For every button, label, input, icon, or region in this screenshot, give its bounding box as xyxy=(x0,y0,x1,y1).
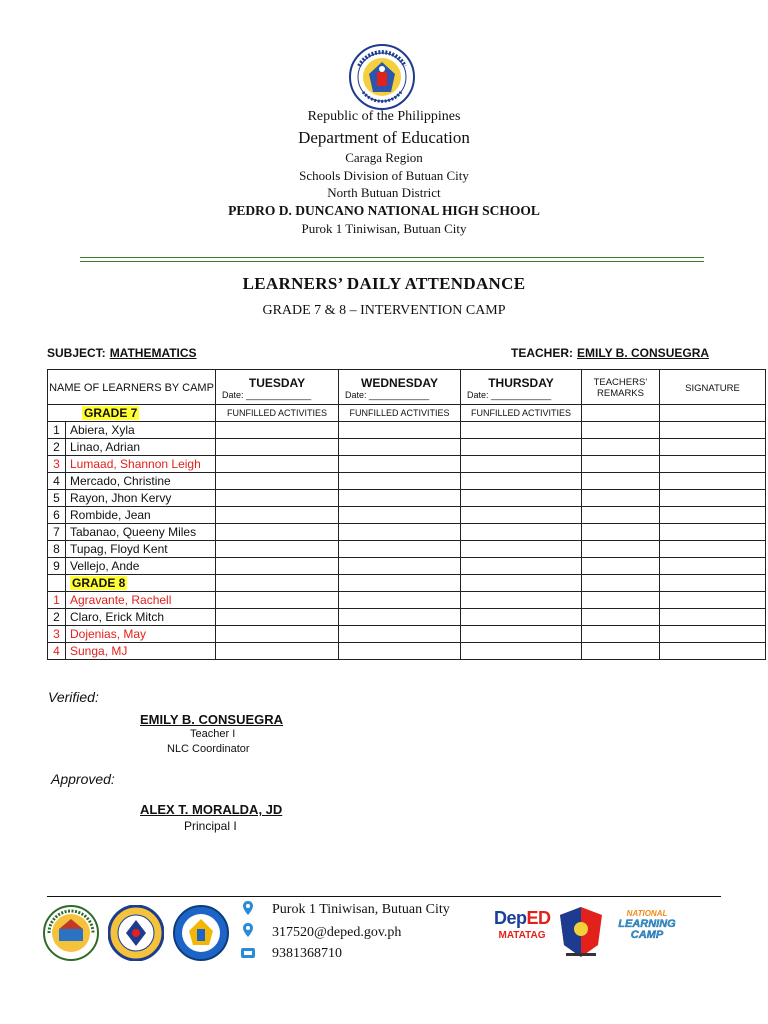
teacher-value: EMILY B. CONSUEGRA xyxy=(577,346,710,360)
attendance-cell xyxy=(339,507,461,524)
header-school: PEDRO D. DUNCANO NATIONAL HIGH SCHOOL xyxy=(228,203,540,218)
activity-cell: FUNFILLED ACTIVITIES xyxy=(461,405,582,422)
grade-8-label: GRADE 8 xyxy=(72,576,126,590)
nlc-text: NATIONAL xyxy=(626,909,668,918)
attendance-cell xyxy=(216,609,339,626)
deped-matatag-logo xyxy=(494,908,550,958)
nlc-text: LEARNING xyxy=(618,918,676,930)
footer-phone: 9381368710 xyxy=(272,946,342,961)
header-region: Caraga Region xyxy=(345,150,423,165)
attendance-cell xyxy=(582,456,660,473)
col-header-day xyxy=(461,370,582,405)
table-header-row xyxy=(48,370,766,405)
division-logo xyxy=(108,905,164,961)
verifier-role: NLC Coordinator xyxy=(167,743,250,755)
attendance-cell xyxy=(339,541,461,558)
attendance-cell xyxy=(660,541,766,558)
attendance-cell xyxy=(582,558,660,575)
grade-row xyxy=(48,575,766,592)
subject-field xyxy=(47,346,197,360)
attendance-cell xyxy=(660,609,766,626)
deped-seal-logo xyxy=(349,44,415,110)
attendance-cell xyxy=(582,626,660,643)
national-learning-camp-logo xyxy=(618,908,676,958)
table-row xyxy=(48,456,766,473)
attendance-cell xyxy=(461,473,582,490)
attendance-cell xyxy=(339,473,461,490)
learner-name: Tupag, Floyd Kent xyxy=(66,541,216,558)
row-number: 7 xyxy=(48,524,66,541)
learner-name: Dojenias, May xyxy=(66,626,216,643)
approved-label: Approved: xyxy=(51,771,115,787)
teacher-field xyxy=(511,346,709,360)
footer-address: Purok 1 Tiniwisan, Butuan City xyxy=(272,902,450,917)
nlc-text: CAMP xyxy=(630,929,664,941)
bagong-pilipinas-logo xyxy=(556,905,606,961)
table-row xyxy=(48,490,766,507)
attendance-cell xyxy=(660,558,766,575)
deped-logo-a: Dep xyxy=(494,908,527,928)
district-logo xyxy=(173,905,229,961)
attendance-cell xyxy=(216,643,339,660)
day-date: Date: _____________ xyxy=(222,390,312,400)
attendance-cell xyxy=(660,643,766,660)
row-number: 2 xyxy=(48,609,66,626)
attendance-cell xyxy=(339,643,461,660)
attendance-cell xyxy=(216,507,339,524)
teacher-label: TEACHER: xyxy=(511,346,573,360)
table-row xyxy=(48,507,766,524)
footer-email: 317520@deped.gov.ph xyxy=(272,925,402,940)
learner-name: Mercado, Christine xyxy=(66,473,216,490)
attendance-cell xyxy=(461,507,582,524)
day-name: THURSDAY xyxy=(488,376,554,390)
attendance-cell xyxy=(216,456,339,473)
col-header-remarks: TEACHERS’ REMARKS xyxy=(582,370,660,405)
row-number: 8 xyxy=(48,541,66,558)
subject-value: MATHEMATICS xyxy=(109,346,197,360)
learner-name: Agravante, Rachell xyxy=(66,592,216,609)
table-row xyxy=(48,609,766,626)
activity-cell: FUNFILLED ACTIVITIES xyxy=(339,405,461,422)
attendance-cell xyxy=(582,473,660,490)
verifier-role: Teacher I xyxy=(190,728,236,740)
col-header-day xyxy=(339,370,461,405)
attendance-cell xyxy=(461,626,582,643)
divider-rule xyxy=(80,261,704,262)
table-row xyxy=(48,626,766,643)
header-district: North Butuan District xyxy=(327,185,441,200)
table-row xyxy=(48,541,766,558)
row-number: 1 xyxy=(48,592,66,609)
attendance-cell xyxy=(582,507,660,524)
footer-rule xyxy=(47,896,721,897)
attendance-cell xyxy=(461,558,582,575)
attendance-cell xyxy=(216,490,339,507)
attendance-cell xyxy=(216,524,339,541)
attendance-cell xyxy=(461,541,582,558)
attendance-cell xyxy=(461,490,582,507)
subject-label: SUBJECT: xyxy=(47,346,106,360)
day-date: Date: ____________ xyxy=(345,390,430,400)
verifier-name: EMILY B. CONSUEGRA xyxy=(140,712,284,727)
attendance-cell xyxy=(660,507,766,524)
header-division: Schools Division of Butuan City xyxy=(299,168,469,183)
attendance-cell xyxy=(339,422,461,439)
day-date: Date: ____________ xyxy=(467,390,552,400)
table-row xyxy=(48,643,766,660)
header-department: Department of Education xyxy=(298,128,470,147)
grade-7-label: GRADE 7 xyxy=(84,406,138,420)
page-subtitle: GRADE 7 & 8 – INTERVENTION CAMP xyxy=(262,303,506,318)
learner-name: Sunga, MJ xyxy=(66,643,216,660)
attendance-cell xyxy=(339,626,461,643)
grade-7-rows xyxy=(48,422,766,575)
verified-label: Verified: xyxy=(48,689,99,705)
email-icon xyxy=(240,922,256,938)
attendance-cell xyxy=(339,456,461,473)
attendance-cell xyxy=(660,592,766,609)
row-number: 4 xyxy=(48,473,66,490)
row-number: 9 xyxy=(48,558,66,575)
location-pin-icon xyxy=(240,900,256,916)
attendance-cell xyxy=(660,473,766,490)
row-number: 5 xyxy=(48,490,66,507)
grade-row xyxy=(48,405,766,422)
attendance-cell xyxy=(582,422,660,439)
attendance-cell xyxy=(216,541,339,558)
activity-cell: FUNFILLED ACTIVITIES xyxy=(216,405,339,422)
row-number: 3 xyxy=(48,456,66,473)
header-address: Purok 1 Tiniwisan, Butuan City xyxy=(301,221,467,236)
learner-name: Claro, Erick Mitch xyxy=(66,609,216,626)
attendance-cell xyxy=(461,422,582,439)
attendance-cell xyxy=(582,490,660,507)
approver-name: ALEX T. MORALDA, JD xyxy=(140,802,283,817)
col-header-name: NAME OF LEARNERS BY CAMP xyxy=(48,370,216,405)
col-header-day xyxy=(216,370,339,405)
attendance-cell xyxy=(216,473,339,490)
attendance-cell xyxy=(339,439,461,456)
header-republic: Republic of the Philippines xyxy=(307,109,461,124)
attendance-cell xyxy=(461,456,582,473)
learner-name: Tabanao, Queeny Miles xyxy=(66,524,216,541)
learner-name: Abiera, Xyla xyxy=(66,422,216,439)
deped-tagline: MATATAG xyxy=(498,930,546,941)
attendance-cell xyxy=(660,439,766,456)
table-row xyxy=(48,524,766,541)
attendance-cell xyxy=(216,592,339,609)
attendance-cell xyxy=(216,558,339,575)
learner-name: Linao, Adrian xyxy=(66,439,216,456)
attendance-cell xyxy=(339,490,461,507)
attendance-cell xyxy=(461,524,582,541)
attendance-cell xyxy=(216,439,339,456)
attendance-cell xyxy=(660,626,766,643)
phone-icon xyxy=(240,945,256,961)
attendance-cell xyxy=(582,524,660,541)
day-name: TUESDAY xyxy=(248,376,306,390)
attendance-cell xyxy=(660,490,766,507)
learner-name: Rayon, Jhon Kervy xyxy=(66,490,216,507)
row-number: 3 xyxy=(48,626,66,643)
attendance-cell xyxy=(461,643,582,660)
attendance-cell xyxy=(461,609,582,626)
approver-role: Principal I xyxy=(184,819,237,833)
row-number: 6 xyxy=(48,507,66,524)
deped-logo-b: ED xyxy=(526,908,551,928)
divider-rule xyxy=(80,257,704,258)
attendance-cell xyxy=(582,541,660,558)
attendance-cell xyxy=(582,439,660,456)
attendance-cell xyxy=(461,439,582,456)
attendance-cell xyxy=(216,422,339,439)
page-title: LEARNERS’ DAILY ATTENDANCE xyxy=(242,274,526,293)
attendance-cell xyxy=(660,422,766,439)
attendance-cell xyxy=(582,609,660,626)
attendance-table xyxy=(47,369,766,660)
learner-name: Lumaad, Shannon Leigh xyxy=(66,456,216,473)
attendance-cell xyxy=(582,643,660,660)
col-header-signature: SIGNATURE xyxy=(660,370,766,405)
learner-name: Vellejo, Ande xyxy=(66,558,216,575)
table-row xyxy=(48,592,766,609)
table-row xyxy=(48,422,766,439)
table-row xyxy=(48,473,766,490)
row-number: 4 xyxy=(48,643,66,660)
attendance-cell xyxy=(339,609,461,626)
attendance-cell xyxy=(582,592,660,609)
learner-name: Rombide, Jean xyxy=(66,507,216,524)
attendance-cell xyxy=(339,524,461,541)
attendance-cell xyxy=(660,456,766,473)
grade-8-rows xyxy=(48,592,766,660)
attendance-cell xyxy=(339,592,461,609)
attendance-cell xyxy=(216,626,339,643)
attendance-cell xyxy=(461,592,582,609)
day-name: WEDNESDAY xyxy=(361,376,438,390)
row-number: 1 xyxy=(48,422,66,439)
school-logo xyxy=(43,905,99,961)
table-row xyxy=(48,439,766,456)
attendance-cell xyxy=(660,524,766,541)
row-number: 2 xyxy=(48,439,66,456)
attendance-cell xyxy=(339,558,461,575)
table-row xyxy=(48,558,766,575)
